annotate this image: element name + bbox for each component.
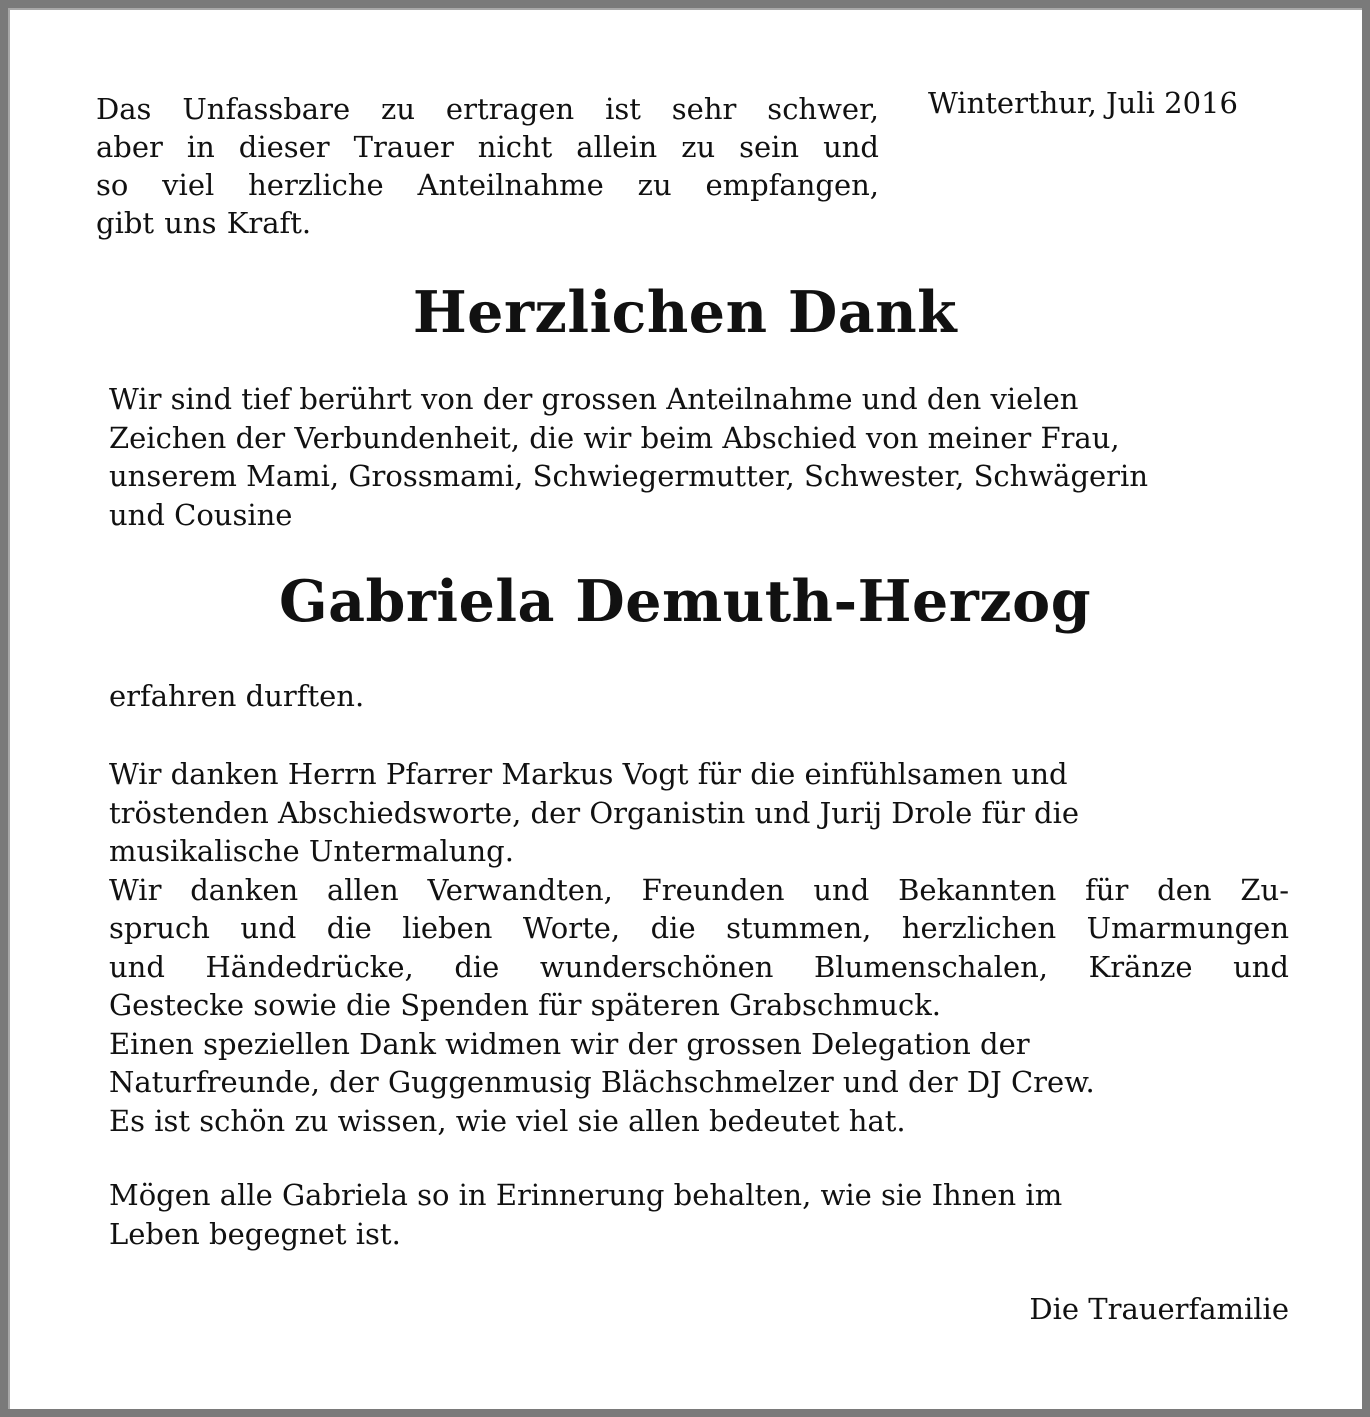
text-line: tröstenden Abschiedsworte, der Organistin und Jurij Drole für die [109,795,1080,830]
text-line: spruch und die lieben Worte, die stummen, herzlichen Umarmungen [109,911,1289,945]
intro-quote [96,90,879,242]
text-line: Mögen alle Gabriela so in Erinnerung behalten, wie sie Ihnen im [109,1178,1063,1212]
paragraph-remembrance [109,1176,1289,1253]
intro-line: Das Unfassbare zu ertragen ist sehr schwer, [96,92,879,126]
paragraph-condolences [109,380,1289,534]
text-line: Leben begegnet ist. [109,1216,401,1251]
signature: Die Trauerfamilie [1029,1292,1289,1326]
text-line: Gestecke sowie die Spenden für späteren Grabschmuck. [109,988,942,1022]
text-line: erfahren durften. [109,679,365,713]
intro-line: so viel herzliche Anteilnahme zu empfangen, [96,168,879,202]
text-line: Naturfreunde, der Guggenmusig Blächschmelzer und der DJ Crew. [109,1065,1095,1099]
text-line: unserem Mami, Grossmami, Schwiegermutter, Schwester, Schwägerin [109,459,1149,493]
text-line: Es ist schön zu wissen, wie viel sie allen bedeutet hat. [109,1103,906,1138]
text-line: Zeichen der Verbundenheit, die wir beim Abschied von meiner Frau, [109,420,1120,455]
thanks-heading: Herzlichen Dank [412,279,958,346]
text-line: Wir danken Herrn Pfarrer Markus Vogt für die einfühlsamen und [109,757,1068,791]
deceased-name: Gabriela Demuth-Herzog [278,568,1092,635]
text-line: und Händedrücke, die wunderschönen Blumenschalen, Kränze und [109,949,1289,984]
text-line: Wir danken allen Verwandten, Freunden und Bekannten für den Zu- [109,872,1289,907]
intro-line: aber in dieser Trauer nicht allein zu sein und [96,130,879,164]
paragraph-thanks [109,755,1289,1140]
intro-line: gibt uns Kraft. [96,206,312,240]
text-line: Wir sind tief berührt von der grossen Anteilnahme und den vielen [109,382,1079,416]
text-line: und Cousine [109,497,293,532]
paragraph-experienced [109,677,1289,716]
text-line: Einen speziellen Dank widmen wir der grossen Delegation der [109,1026,1030,1061]
place-date: Winterthur, Juli 2016 [928,86,1238,120]
text-line: musikalische Untermalung. [109,834,514,868]
